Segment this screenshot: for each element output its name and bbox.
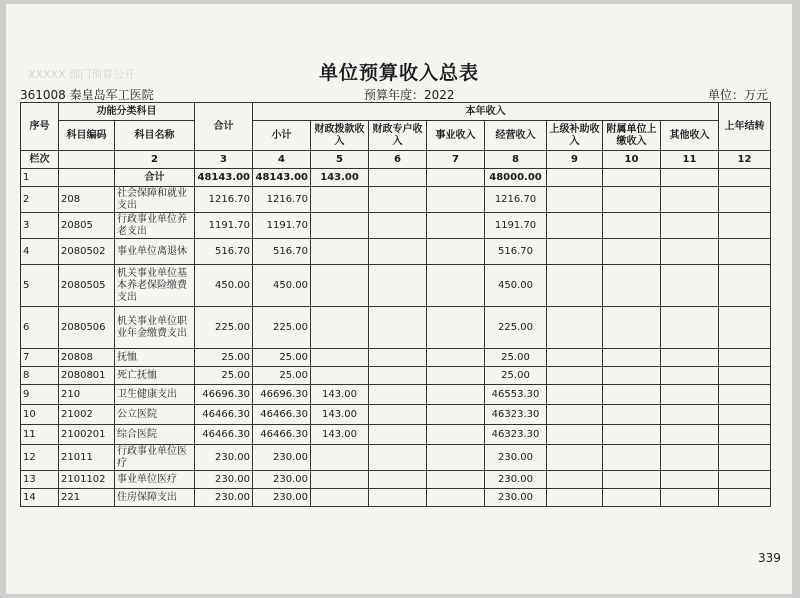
row-superior-subsidy: [547, 425, 603, 445]
row-other-income: [661, 307, 719, 349]
row-code: 208: [59, 187, 115, 213]
row-code: 2080505: [59, 265, 115, 307]
row-affiliated-turnover: [603, 349, 661, 367]
row-carryover: [719, 187, 771, 213]
row-fiscal-appropriation: [311, 471, 369, 489]
row-fiscal-special: [369, 405, 427, 425]
header-total: 合计: [195, 103, 253, 151]
row-fiscal-appropriation: 143.00: [311, 385, 369, 405]
row-fiscal-appropriation: [311, 349, 369, 367]
column-number-row: [21, 151, 771, 169]
row-superior-subsidy: [547, 265, 603, 307]
row-other-income: [661, 213, 719, 239]
table-row: [21, 367, 771, 385]
row-other-income: [661, 187, 719, 213]
row-operating-income: 230.00: [485, 489, 547, 507]
row-code: 221: [59, 489, 115, 507]
row-seq: 5: [21, 265, 59, 307]
row-business-income: [427, 265, 485, 307]
row-superior-subsidy: [547, 367, 603, 385]
col-number: 6: [369, 151, 427, 169]
row-subtotal: 1216.70: [253, 187, 311, 213]
row-superior-subsidy: [547, 349, 603, 367]
header-superior-subsidy: 上级补助收入: [547, 121, 603, 151]
row-name: 综合医院: [115, 425, 195, 445]
row-carryover: [719, 405, 771, 425]
row-subtotal: 25.00: [253, 367, 311, 385]
row-code: 21002: [59, 405, 115, 425]
row-other-income: [661, 385, 719, 405]
header-operating-income: 经营收入: [485, 121, 547, 151]
row-fiscal-special: [369, 239, 427, 265]
row-seq: 10: [21, 405, 59, 425]
table-row: [21, 349, 771, 367]
row-carryover: [719, 471, 771, 489]
row-name: 卫生健康支出: [115, 385, 195, 405]
row-superior-subsidy: [547, 385, 603, 405]
row-carryover: [719, 489, 771, 507]
row-fiscal-special: [369, 213, 427, 239]
row-subtotal: 516.70: [253, 239, 311, 265]
budget-year-label: 预算年度：2022: [364, 88, 455, 102]
row-affiliated-turnover: [603, 425, 661, 445]
row-affiliated-turnover: [603, 265, 661, 307]
ghost-header: XXXXX 部门预算公开: [28, 68, 136, 81]
row-fiscal-appropriation: [311, 213, 369, 239]
row-business-income: [427, 385, 485, 405]
row-operating-income: 230.00: [485, 471, 547, 489]
row-subtotal: 46466.30: [253, 425, 311, 445]
row-carryover: [719, 445, 771, 471]
row-business-income: [427, 307, 485, 349]
row-name: 行政事业单位医疗: [115, 445, 195, 471]
row-other-income: [661, 265, 719, 307]
row-total: 516.70: [195, 239, 253, 265]
header-name: 科目名称: [115, 121, 195, 151]
row-operating-income: 25.00: [485, 367, 547, 385]
row-operating-income: 46323.30: [485, 405, 547, 425]
row-fiscal-appropriation: [311, 187, 369, 213]
row-subtotal: 230.00: [253, 489, 311, 507]
page-title: 单位预算收入总表: [318, 62, 479, 84]
row-operating-income: 1216.70: [485, 187, 547, 213]
row-operating-income: 516.70: [485, 239, 547, 265]
row-carryover: [719, 213, 771, 239]
row-superior-subsidy: [547, 489, 603, 507]
row-fiscal-special: [369, 385, 427, 405]
row-other-income: [661, 169, 719, 187]
table-row: [21, 265, 771, 307]
header-carryover: 上年结转: [719, 103, 771, 151]
row-superior-subsidy: [547, 213, 603, 239]
row-name: 机关事业单位基本养老保险缴费支出: [115, 265, 195, 307]
row-affiliated-turnover: [603, 239, 661, 265]
header-current-income: 本年收入: [253, 103, 719, 121]
row-total: 46696.30: [195, 385, 253, 405]
row-business-income: [427, 367, 485, 385]
row-fiscal-appropriation: 143.00: [311, 169, 369, 187]
row-seq: 11: [21, 425, 59, 445]
row-carryover: [719, 349, 771, 367]
header-affiliated-turnover: 附属单位上缴收入: [603, 121, 661, 151]
row-superior-subsidy: [547, 445, 603, 471]
row-business-income: [427, 349, 485, 367]
header-fiscal-special: 财政专户收入: [369, 121, 427, 151]
row-affiliated-turnover: [603, 445, 661, 471]
row-seq: 9: [21, 385, 59, 405]
row-fiscal-special: [369, 187, 427, 213]
row-total: 230.00: [195, 445, 253, 471]
row-total: 225.00: [195, 307, 253, 349]
col-number: 10: [603, 151, 661, 169]
table-row: [21, 425, 771, 445]
row-fiscal-appropriation: 143.00: [311, 425, 369, 445]
row-code: 2100201: [59, 425, 115, 445]
row-name: 事业单位离退休: [115, 239, 195, 265]
row-business-income: [427, 425, 485, 445]
row-fiscal-special: [369, 445, 427, 471]
row-subtotal: 46466.30: [253, 405, 311, 425]
col-number: 12: [719, 151, 771, 169]
row-operating-income: 1191.70: [485, 213, 547, 239]
table-header: [21, 103, 771, 169]
row-total: 46466.30: [195, 405, 253, 425]
row-superior-subsidy: [547, 169, 603, 187]
page-number: 339: [758, 551, 781, 565]
row-code: 2080502: [59, 239, 115, 265]
row-name: 抚恤: [115, 349, 195, 367]
row-fiscal-special: [369, 349, 427, 367]
row-superior-subsidy: [547, 187, 603, 213]
header-code: 科目编码: [59, 121, 115, 151]
col-number: 2: [115, 151, 195, 169]
row-fiscal-special: [369, 169, 427, 187]
row-code: 2080801: [59, 367, 115, 385]
col-number: 11: [661, 151, 719, 169]
header-business-income: 事业收入: [427, 121, 485, 151]
header-category: 功能分类科目: [59, 103, 195, 121]
row-code: 210: [59, 385, 115, 405]
row-other-income: [661, 425, 719, 445]
row-code: 21011: [59, 445, 115, 471]
row-total: 230.00: [195, 471, 253, 489]
row-seq: 14: [21, 489, 59, 507]
row-operating-income: 46553.30: [485, 385, 547, 405]
table-row: [21, 307, 771, 349]
row-affiliated-turnover: [603, 169, 661, 187]
row-operating-income: 46323.30: [485, 425, 547, 445]
row-code: 20808: [59, 349, 115, 367]
row-subtotal: 230.00: [253, 445, 311, 471]
row-affiliated-turnover: [603, 213, 661, 239]
row-total: 230.00: [195, 489, 253, 507]
row-total: 450.00: [195, 265, 253, 307]
row-subtotal: 230.00: [253, 471, 311, 489]
row-affiliated-turnover: [603, 187, 661, 213]
row-code: 20805: [59, 213, 115, 239]
row-total: 25.00: [195, 367, 253, 385]
row-business-income: [427, 471, 485, 489]
row-subtotal: 46696.30: [253, 385, 311, 405]
row-seq: 7: [21, 349, 59, 367]
row-name: 死亡抚恤: [115, 367, 195, 385]
row-seq: 12: [21, 445, 59, 471]
row-operating-income: 48000.00: [485, 169, 547, 187]
row-name: 行政事业单位养老支出: [115, 213, 195, 239]
row-business-income: [427, 489, 485, 507]
row-fiscal-special: [369, 489, 427, 507]
row-business-income: [427, 239, 485, 265]
header-other-income: 其他收入: [661, 121, 719, 151]
row-affiliated-turnover: [603, 489, 661, 507]
row-other-income: [661, 445, 719, 471]
row-subtotal: 225.00: [253, 307, 311, 349]
table-row: [21, 445, 771, 471]
row-superior-subsidy: [547, 307, 603, 349]
row-business-income: [427, 445, 485, 471]
row-subtotal: 25.00: [253, 349, 311, 367]
row-operating-income: 25.00: [485, 349, 547, 367]
table-row: [21, 213, 771, 239]
row-affiliated-turnover: [603, 405, 661, 425]
row-operating-income: 230.00: [485, 445, 547, 471]
row-affiliated-turnover: [603, 367, 661, 385]
row-carryover: [719, 239, 771, 265]
row-name: 合计: [115, 169, 195, 187]
row-business-income: [427, 187, 485, 213]
row-fiscal-appropriation: 143.00: [311, 405, 369, 425]
row-fiscal-appropriation: [311, 239, 369, 265]
row-fiscal-appropriation: [311, 489, 369, 507]
row-total: 25.00: [195, 349, 253, 367]
row-carryover: [719, 307, 771, 349]
row-subtotal: 1191.70: [253, 213, 311, 239]
row-seq: 6: [21, 307, 59, 349]
row-name: 公立医院: [115, 405, 195, 425]
table-row: [21, 489, 771, 507]
row-business-income: [427, 405, 485, 425]
row-seq: 3: [21, 213, 59, 239]
col-number: 3: [195, 151, 253, 169]
row-superior-subsidy: [547, 471, 603, 489]
row-other-income: [661, 489, 719, 507]
header-column-no: 栏次: [21, 151, 59, 169]
row-carryover: [719, 367, 771, 385]
row-other-income: [661, 239, 719, 265]
row-seq: 1: [21, 169, 59, 187]
row-fiscal-appropriation: [311, 307, 369, 349]
row-other-income: [661, 349, 719, 367]
row-affiliated-turnover: [603, 471, 661, 489]
table-row: [21, 405, 771, 425]
col-number: 7: [427, 151, 485, 169]
row-total: 46466.30: [195, 425, 253, 445]
row-business-income: [427, 169, 485, 187]
row-seq: 8: [21, 367, 59, 385]
row-seq: 13: [21, 471, 59, 489]
row-code: 2080506: [59, 307, 115, 349]
col-number: 8: [485, 151, 547, 169]
table-row: [21, 385, 771, 405]
row-name: 事业单位医疗: [115, 471, 195, 489]
row-superior-subsidy: [547, 239, 603, 265]
row-carryover: [719, 265, 771, 307]
row-operating-income: 225.00: [485, 307, 547, 349]
row-name: 机关事业单位职业年金缴费支出: [115, 307, 195, 349]
row-carryover: [719, 385, 771, 405]
unit-code-label: 361008 秦皇岛军工医院: [20, 88, 154, 102]
row-seq: 4: [21, 239, 59, 265]
row-fiscal-special: [369, 265, 427, 307]
table-body: [21, 169, 771, 507]
row-other-income: [661, 405, 719, 425]
row-seq: 2: [21, 187, 59, 213]
row-business-income: [427, 213, 485, 239]
row-total: 48143.00: [195, 169, 253, 187]
row-affiliated-turnover: [603, 385, 661, 405]
income-summary-table: [20, 102, 771, 507]
row-carryover: [719, 169, 771, 187]
row-name: 住房保障支出: [115, 489, 195, 507]
table-row: [21, 471, 771, 489]
row-fiscal-special: [369, 307, 427, 349]
row-subtotal: 48143.00: [253, 169, 311, 187]
header-subtotal: 小计: [253, 121, 311, 151]
row-carryover: [719, 425, 771, 445]
row-fiscal-special: [369, 367, 427, 385]
row-code: [59, 169, 115, 187]
row-affiliated-turnover: [603, 307, 661, 349]
row-code: 2101102: [59, 471, 115, 489]
currency-unit-label: 单位：万元: [708, 88, 769, 102]
table-row: [21, 187, 771, 213]
col-number: 4: [253, 151, 311, 169]
row-other-income: [661, 471, 719, 489]
col-number: 9: [547, 151, 603, 169]
row-total: 1191.70: [195, 213, 253, 239]
header-seq: 序号: [21, 103, 59, 151]
col-number: 5: [311, 151, 369, 169]
table-row: [21, 169, 771, 187]
row-superior-subsidy: [547, 405, 603, 425]
table-row: [21, 239, 771, 265]
row-operating-income: 450.00: [485, 265, 547, 307]
row-fiscal-appropriation: [311, 445, 369, 471]
row-name: 社会保障和就业支出: [115, 187, 195, 213]
header-fiscal-appropriation: 财政拨款收入: [311, 121, 369, 151]
row-subtotal: 450.00: [253, 265, 311, 307]
row-fiscal-special: [369, 425, 427, 445]
row-fiscal-special: [369, 471, 427, 489]
row-fiscal-appropriation: [311, 265, 369, 307]
document-page: [6, 4, 792, 594]
row-fiscal-appropriation: [311, 367, 369, 385]
row-other-income: [661, 367, 719, 385]
row-total: 1216.70: [195, 187, 253, 213]
